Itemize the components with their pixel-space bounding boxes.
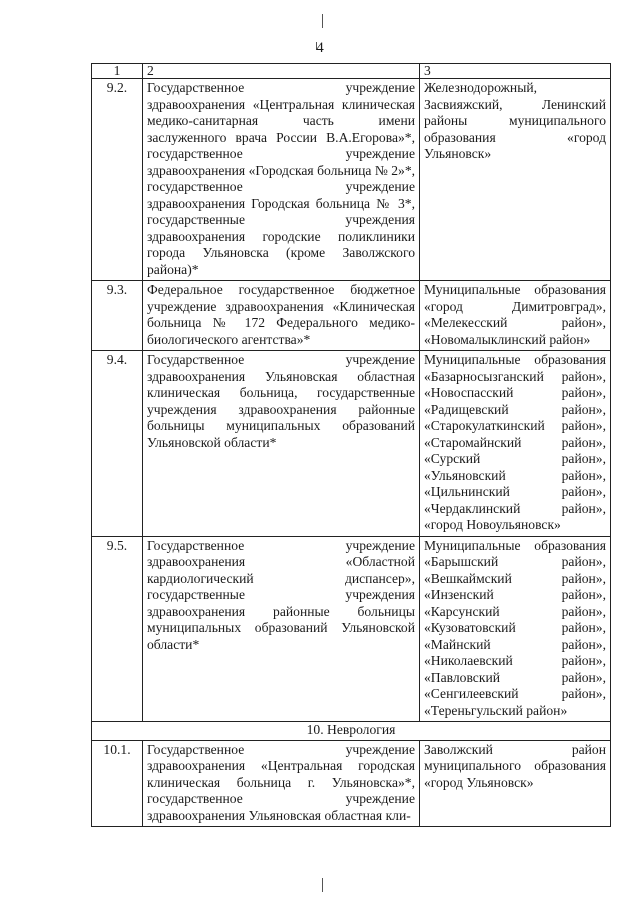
row-number: 9.2. (92, 79, 143, 281)
referral-table (91, 63, 611, 827)
table-row (92, 740, 611, 827)
row-number: 9.4. (92, 351, 143, 537)
row-number: 9.5. (92, 536, 143, 722)
page-number: 4 (316, 40, 324, 56)
row-number: 10.1. (92, 740, 143, 827)
table-header-row (92, 64, 611, 79)
territory-cell: Муниципальные образования «Базарносызганский район», «Новоспасский район», «Радищевский район», «Старокулаткинский район», «Старомайнский район», «Сурский район», «Ульяновский район», «Цильнинский район», «Чердаклинский район», «город Новоульяновск» (420, 351, 611, 537)
row-number: 9.3. (92, 281, 143, 351)
table-row (92, 351, 611, 537)
header-col-1: 1 (92, 64, 143, 79)
table-row (92, 536, 611, 722)
table-row (92, 281, 611, 351)
institution-cell: Государственное учреждение здравоохранения «Областной кардиологический диспансер», государственные учреждения здравоохранения районные больницы муниципальных образований Ульяновской области* (143, 536, 420, 722)
header-col-3: 3 (420, 64, 611, 79)
territory-cell: Заволжский район муниципального образования «город Ульяновск» (420, 740, 611, 827)
top-margin-mark (322, 14, 323, 28)
bottom-margin-mark (322, 878, 323, 892)
header-col-2: 2 (143, 64, 420, 79)
section-title: 10. Неврология (92, 722, 611, 741)
institution-cell: Государственное учреждение здравоохранения «Центральная клиническая медико-санитарная часть имени заслуженного врача России В.А.Егорова»*, государственное учреждение здравоохранения «Городская больница № 2»*, государственное учреждение здравоохранения Городская больница № 3*, государственные учреждения здравоохранения городские поликлиники города Ульяновска (кроме Заволжского района)* (143, 79, 420, 281)
institution-cell: Федеральное государственное бюджетное учреждение здравоохранения «Клиническая больница № 172 Федерального медико-биологического агентства»* (143, 281, 420, 351)
territory-cell: Муниципальные образования «Барышский район», «Вешкаймский район», «Инзенский район», «Карсунский район», «Кузоватовский район», «Майнский район», «Николаевский район», «Павловский район», «Сенгилеевский район», «Тереньгульский район» (420, 536, 611, 722)
territory-cell: Железнодорожный, Засвияжский, Ленинский районы муниципального образования «город Ульяновск» (420, 79, 611, 281)
section-header-row (92, 722, 611, 741)
table-row (92, 79, 611, 281)
institution-cell: Государственное учреждение здравоохранения Ульяновская областная клиническая больница, государственные учреждения здравоохранения районные больницы муниципальных образований Ульяновской области* (143, 351, 420, 537)
territory-cell: Муниципальные образования «город Димитровград», «Мелекесский район», «Новомалыклинский район» (420, 281, 611, 351)
institution-cell: Государственное учреждение здравоохранения «Центральная городская клиническая больница г. Ульяновска»*, государственное учреждение здравоохранения Ульяновская областная кли- (143, 740, 420, 827)
